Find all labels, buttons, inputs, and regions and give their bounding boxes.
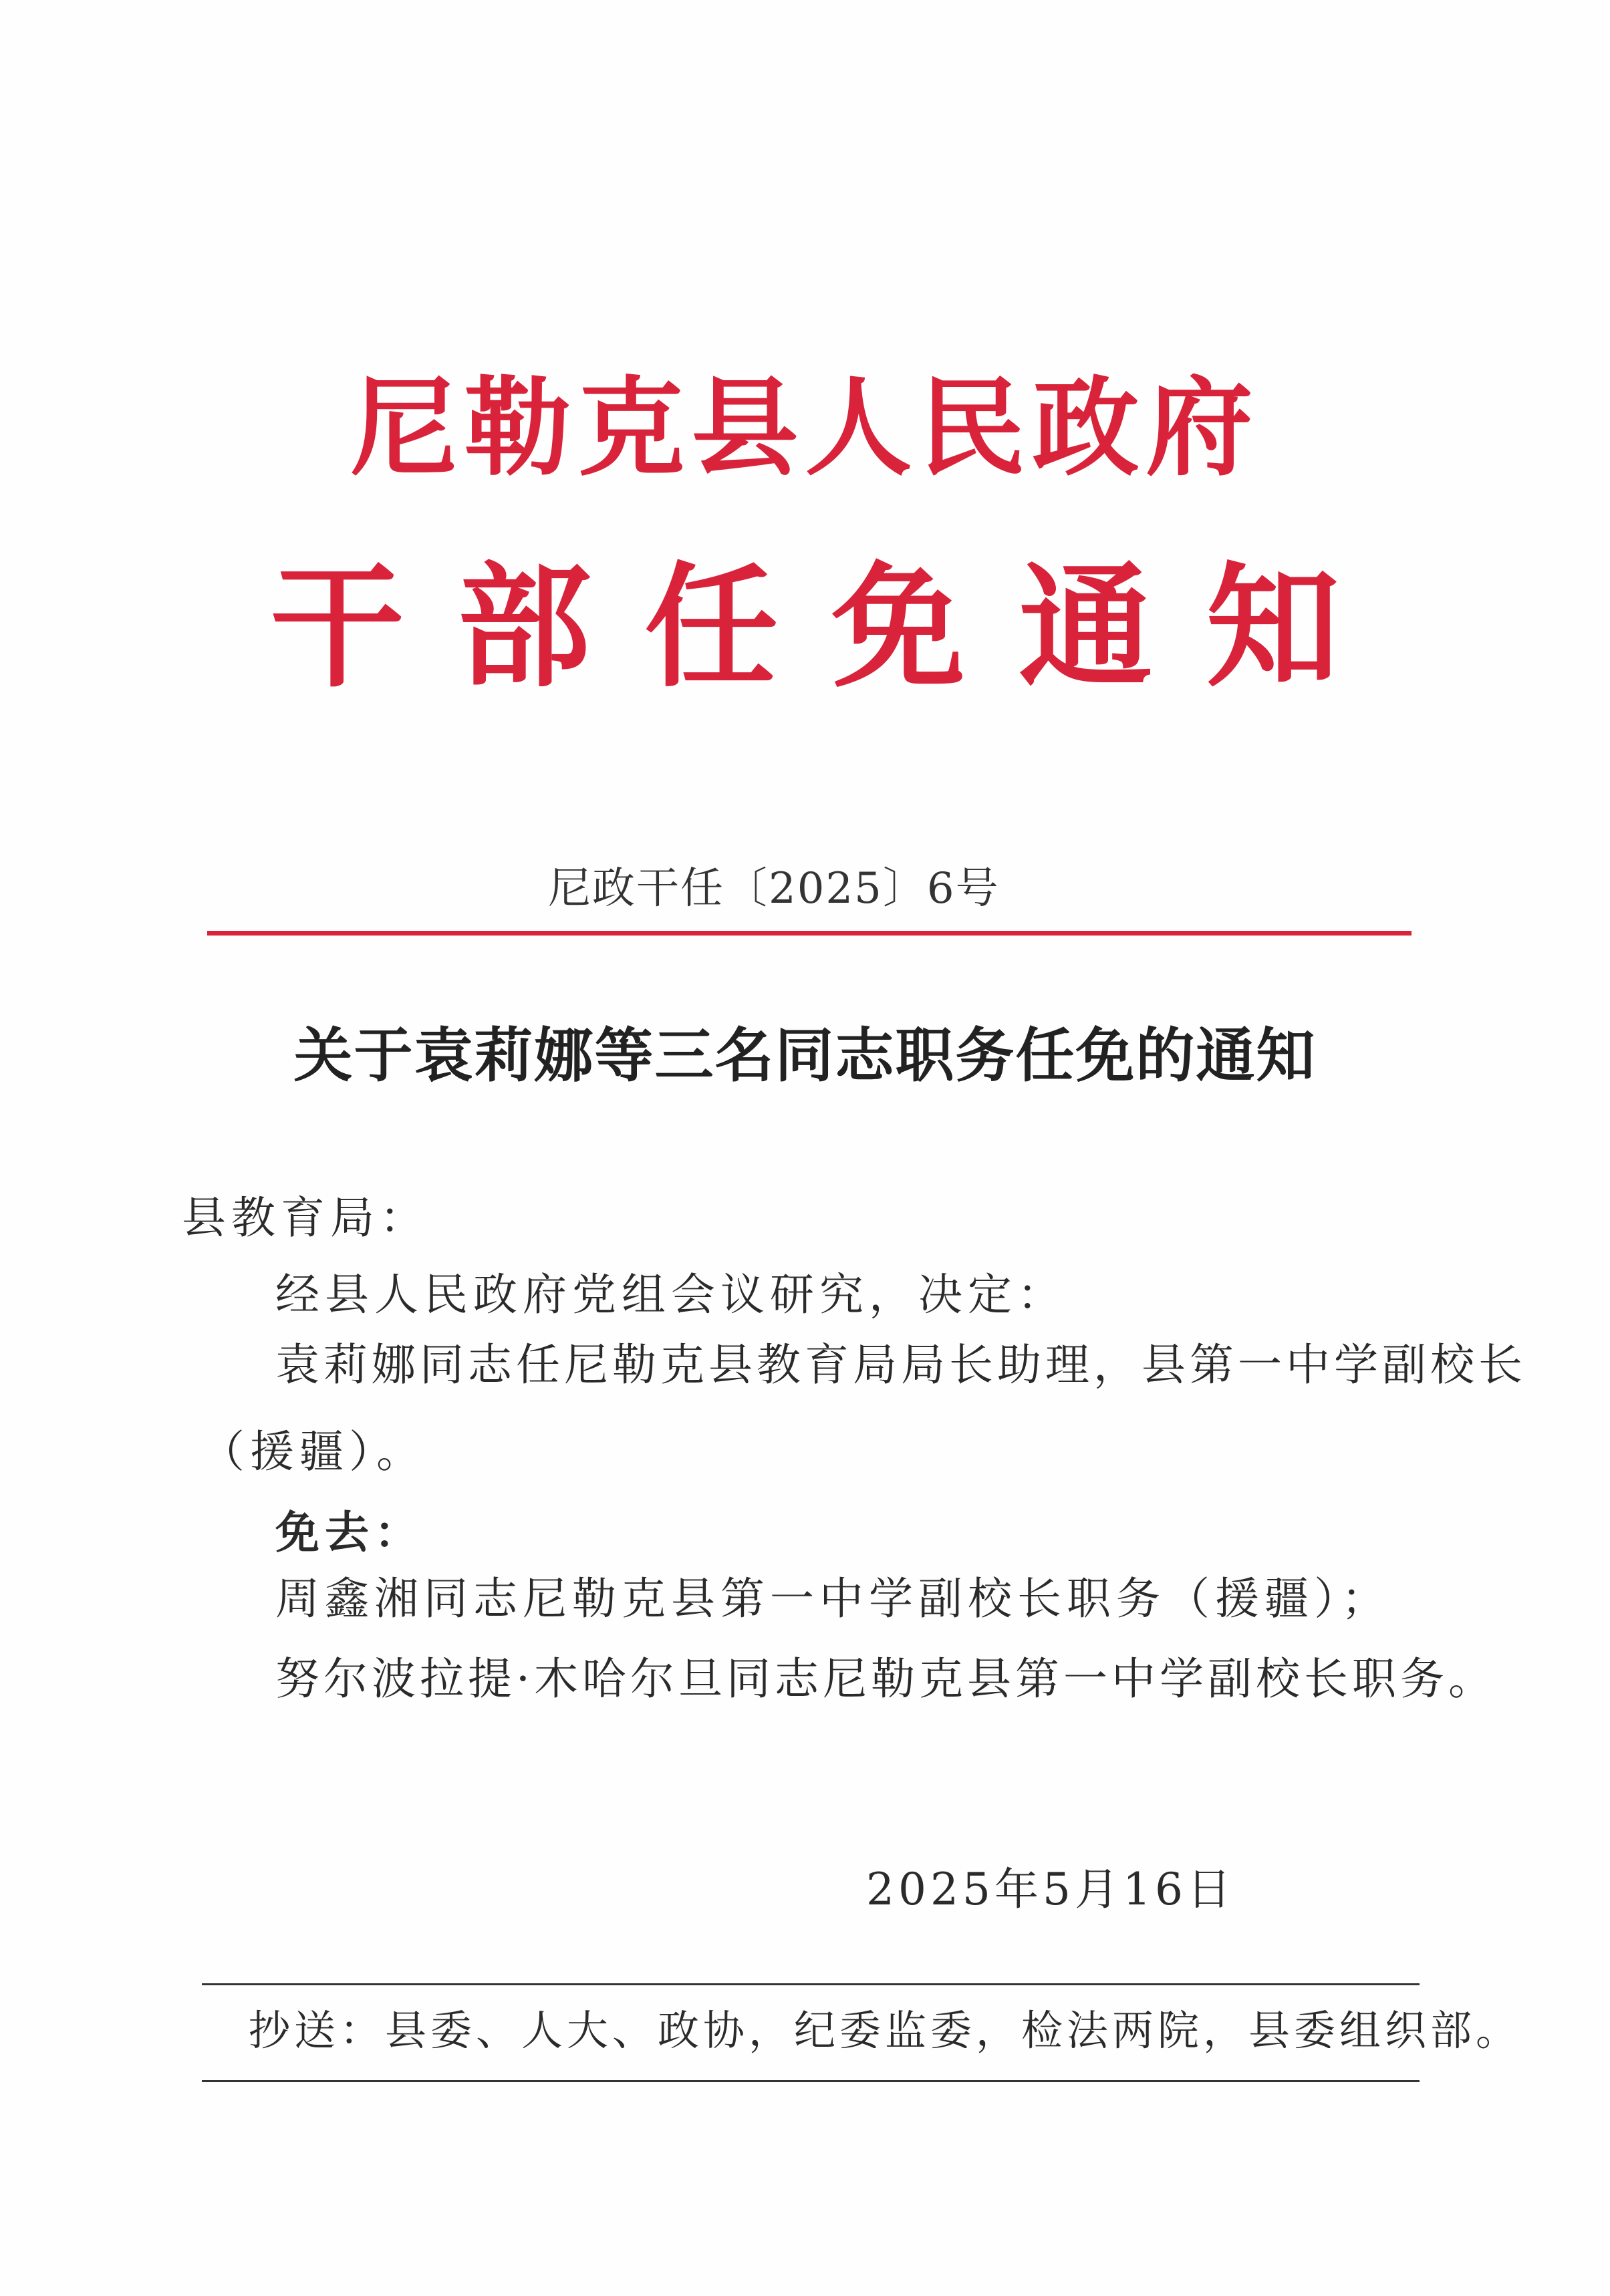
cc-bottom-rule (202, 2080, 1420, 2082)
cc-list: 抄送：县委、人大、政协，纪委监委，检法两院，县委组织部。 (249, 2006, 1522, 2055)
dismissal-item-1: 周鑫湘同志尼勒克县第一中学副校长职务（援疆）； (275, 1573, 1391, 1624)
issuing-organization: 尼勒克县人民政府 (350, 365, 1260, 490)
cc-top-rule (202, 1983, 1420, 1985)
appointment-line-1: 袁莉娜同志任尼勒克县教育局局长助理，县第一中学副校长 (275, 1339, 1526, 1391)
dismissal-heading: 免去： (275, 1506, 424, 1558)
decision-intro: 经县人民政府党组会议研究，决定： (275, 1269, 1067, 1320)
red-separator-line (207, 931, 1412, 936)
appointment-line-2: （援疆）。 (200, 1426, 426, 1477)
notice-title: 关于袁莉娜等三名同志职务任免的通知 (293, 1020, 1317, 1090)
issue-date: 2025年5月16日 (866, 1864, 1235, 1915)
document-type-title: 干部任免通知 (270, 550, 1393, 706)
dismissal-item-2: 努尔波拉提·木哈尔旦同志尼勒克县第一中学副校长职务。 (275, 1653, 1496, 1705)
recipient: 县教育局： (182, 1192, 429, 1244)
document-number: 尼政干任〔2025〕6号 (548, 864, 1000, 913)
